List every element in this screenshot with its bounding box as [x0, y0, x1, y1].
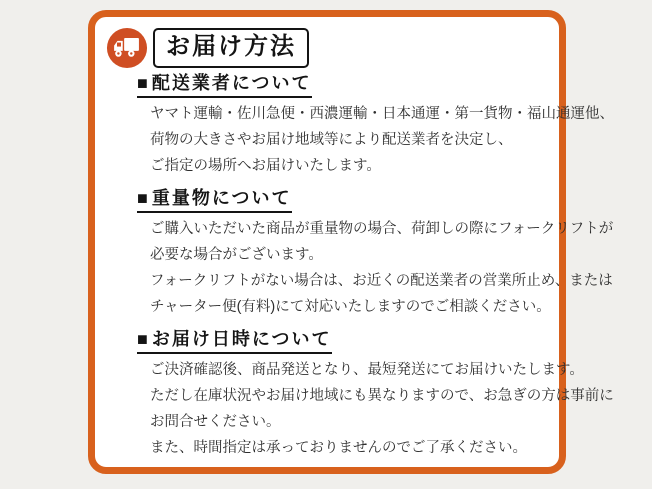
- text-line: 荷物の大きさやお届け地域等により配送業者を決定し、: [150, 132, 513, 148]
- text-line: ヤマト運輸・佐川急便・西濃運輸・日本通運・第一貨物・福山通運他、: [150, 106, 614, 122]
- text-line: チャーター便(有料)にて対応いたしますのでご相談ください。: [150, 299, 551, 315]
- text-line: 必要な場合がございます。: [150, 247, 323, 263]
- square-bullet-icon: ■: [137, 329, 150, 349]
- truck-icon: [106, 27, 148, 69]
- section-delivery-datetime: [137, 329, 614, 461]
- section-carriers-heading: [137, 73, 312, 98]
- text-line: フォークリフトがない場合は、お近くの配送業者の営業所止め、または: [150, 273, 613, 289]
- text-line: ご決済確認後、商品発送となり、最短発送にてお届けいたします。: [150, 362, 584, 378]
- section-heavy-items-heading: [137, 188, 292, 213]
- section-delivery-datetime-heading: [137, 329, 332, 354]
- section-carriers: [137, 73, 614, 179]
- text-line: ただし在庫状況やお届け地域にも異なりますので、お急ぎの方は事前に: [150, 388, 614, 404]
- section-delivery-datetime-body: [150, 357, 614, 461]
- section-heading-text: 配送業者について: [151, 73, 312, 93]
- text-line: ご購入いただいた商品が重量物の場合、荷卸しの際にフォークリフトが: [150, 221, 614, 237]
- square-bullet-icon: ■: [137, 188, 150, 208]
- delivery-info-panel: [88, 10, 614, 474]
- text-line: ご指定の場所へお届けいたします。: [150, 158, 381, 174]
- section-heading-text: 重量物について: [151, 188, 292, 208]
- page-title: お届け方法: [153, 28, 309, 68]
- text-line: また、時間指定は承っておりませんのでご了承ください。: [150, 440, 527, 456]
- text-line: お問合せください。: [150, 414, 281, 430]
- section-heavy-items: [137, 188, 614, 320]
- square-bullet-icon: ■: [137, 73, 150, 93]
- section-heavy-items-body: [150, 216, 614, 320]
- section-heading-text: お届け日時について: [151, 329, 332, 349]
- section-carriers-body: [150, 101, 614, 179]
- panel-header: [106, 27, 559, 69]
